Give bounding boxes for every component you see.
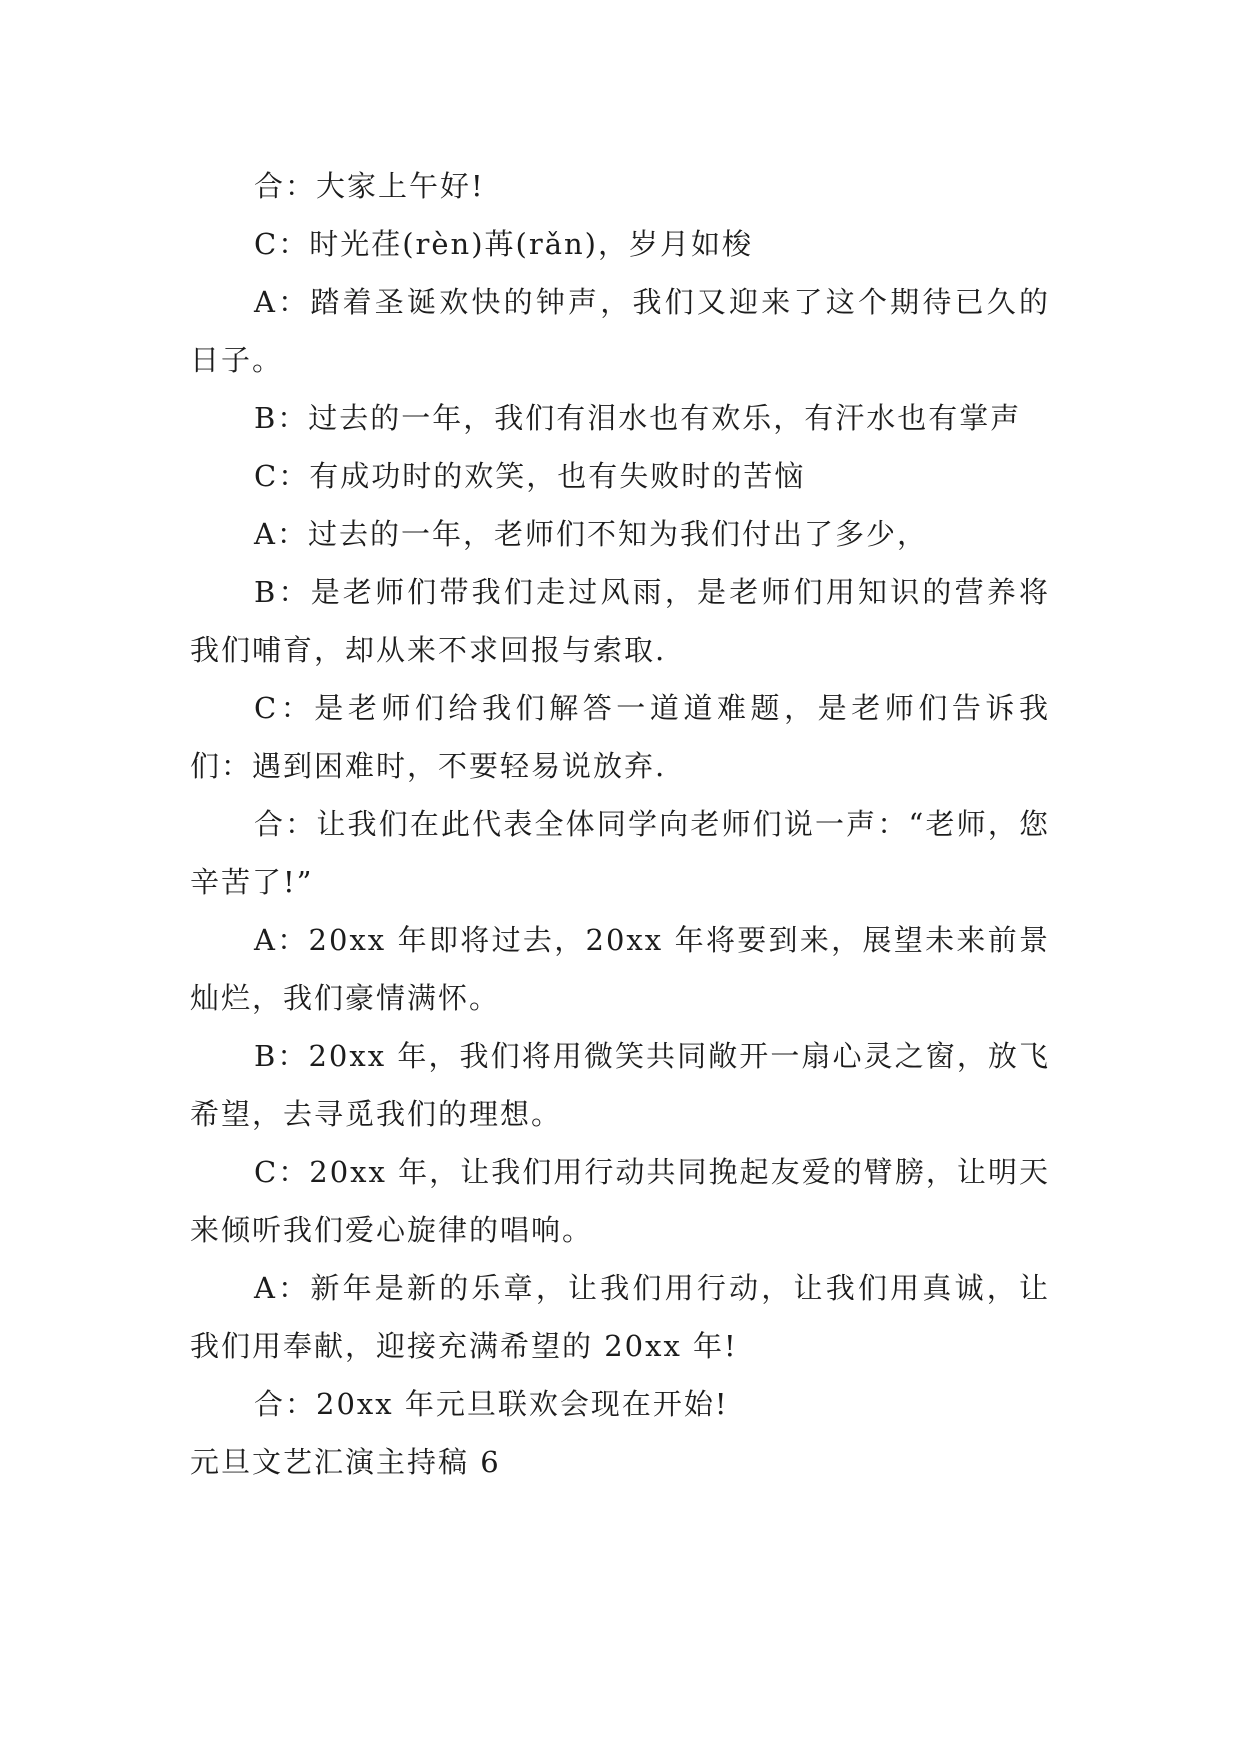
paragraph-c-success: C：有成功时的欢笑，也有失败时的苦恼 <box>254 459 806 493</box>
paragraph-a-new-year: A：20xx 年即将过去，20xx 年将要到来，展望未来前景灿烂，我们豪情满怀。 <box>190 923 1050 1015</box>
section-heading: 元旦文艺汇演主持稿 6 <box>190 1445 501 1479</box>
paragraph-opening: 合：20xx 年元旦联欢会现在开始! <box>254 1387 729 1421</box>
paragraph-b-teachers: B：是老师们带我们走过风雨，是老师们用知识的营养将我们哺育，却从来不求回报与索取. <box>190 575 1050 667</box>
paragraph-a-movement: A：新年是新的乐章，让我们用行动，让我们用真诚，让我们用奉献，迎接充满希望的 20xx 年! <box>190 1271 1050 1363</box>
paragraph-c-teachers: C：是老师们给我们解答一道道难题，是老师们告诉我们：遇到困难时，不要轻易说放弃. <box>190 691 1050 783</box>
paragraph-greeting: 合：大家上午好! <box>254 169 485 203</box>
paragraph-a-bells: A：踏着圣诞欢快的钟声，我们又迎来了这个期待已久的日子。 <box>190 285 1050 377</box>
paragraph-thanks: 合：让我们在此代表全体同学向老师们说一声：“老师，您辛苦了!” <box>190 807 1050 899</box>
paragraph-a-teachers: A：过去的一年，老师们不知为我们付出了多少， <box>254 517 928 551</box>
document-body <box>190 157 1050 1491</box>
paragraph-b-past-year: B：过去的一年，我们有泪水也有欢乐，有汗水也有掌声 <box>254 401 1022 435</box>
paragraph-b-new-year: B：20xx 年，我们将用微笑共同敞开一扇心灵之窗，放飞希望，去寻觅我们的理想。 <box>190 1039 1050 1131</box>
paragraph-c-time: C：时光荏(rèn)苒(rǎn)，岁月如梭 <box>254 227 753 261</box>
paragraph-c-new-year: C：20xx 年，让我们用行动共同挽起友爱的臂膀，让明天来倾听我们爱心旋律的唱响。 <box>190 1155 1050 1247</box>
